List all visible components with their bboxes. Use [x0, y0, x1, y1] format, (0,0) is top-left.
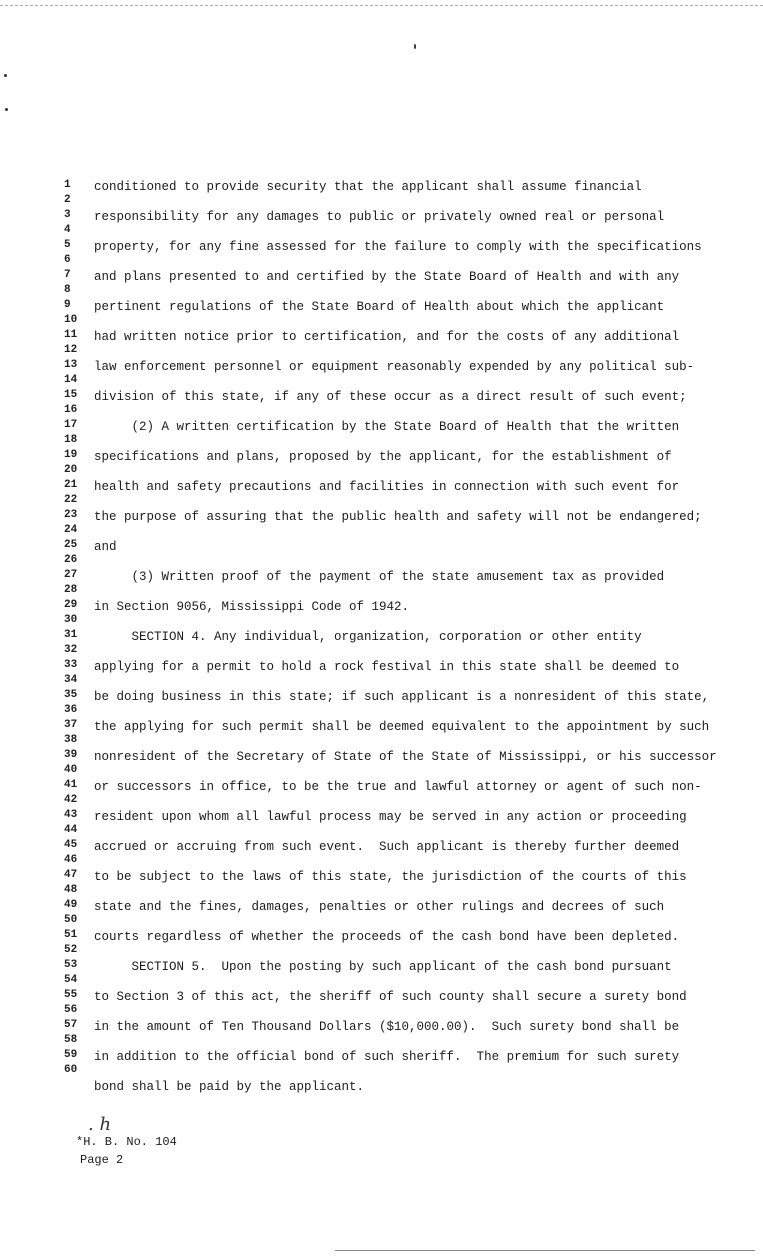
line-number: 1 [64, 179, 71, 191]
line-number: 14 [64, 374, 78, 386]
line-number: 2 [64, 194, 71, 206]
line-number: 37 [64, 719, 78, 731]
line-number: 22 [64, 494, 78, 506]
line-number: 21 [64, 479, 78, 491]
scan-speck [414, 44, 416, 49]
line-number: 17 [64, 419, 78, 431]
text-line: the purpose of assuring that the public health and safety will not be endangered; [94, 510, 702, 524]
text-line: SECTION 5. Upon the posting by such applicant of the cash bond pursuant [94, 960, 672, 974]
line-number: 57 [64, 1019, 78, 1031]
line-number: 46 [64, 854, 78, 866]
line-number-column [64, 178, 90, 1078]
text-line: be doing business in this state; if such applicant is a nonresident of this state, [94, 690, 710, 704]
line-number: 47 [64, 869, 78, 881]
text-line: in the amount of Ten Thousand Dollars ($10,000.00). Such surety bond shall be [94, 1020, 680, 1034]
text-line: division of this state, if any of these occur as a direct result of such event; [94, 390, 687, 404]
text-line: to be subject to the laws of this state, the jurisdiction of the courts of this [94, 870, 687, 884]
line-number: 51 [64, 929, 78, 941]
line-number: 7 [64, 269, 71, 281]
line-number: 49 [64, 899, 78, 911]
line-number: 31 [64, 629, 78, 641]
text-line: health and safety precautions and facilities in connection with such event for [94, 480, 680, 494]
text-line: in addition to the official bond of such sheriff. The premium for such surety [94, 1050, 680, 1064]
text-line: the applying for such permit shall be deemed equivalent to the appointment by such [94, 720, 710, 734]
scan-speck [4, 74, 7, 77]
text-line: or successors in office, to be the true and lawful attorney or agent of such non- [94, 780, 702, 794]
line-number: 43 [64, 809, 78, 821]
line-number: 6 [64, 254, 71, 266]
line-number: 8 [64, 284, 71, 296]
bill-text-body [94, 172, 734, 1102]
line-number: 18 [64, 434, 78, 446]
line-number: 24 [64, 524, 78, 536]
text-line: and plans presented to and certified by the State Board of Health and with any [94, 270, 680, 284]
line-number: 33 [64, 659, 78, 671]
handwritten-initials: . h [88, 1114, 112, 1135]
line-number: 27 [64, 569, 78, 581]
line-number: 20 [64, 464, 78, 476]
line-number: 38 [64, 734, 78, 746]
text-line: (2) A written certification by the State Board of Health that the written [94, 420, 680, 434]
line-number: 40 [64, 764, 78, 776]
text-line: specifications and plans, proposed by the applicant, for the establishment of [94, 450, 672, 464]
line-number: 12 [64, 344, 78, 356]
line-number: 58 [64, 1034, 78, 1046]
line-number: 60 [64, 1064, 78, 1076]
text-line: nonresident of the Secretary of State of the State of Mississippi, or his successor [94, 750, 717, 764]
line-number: 32 [64, 644, 78, 656]
line-number: 42 [64, 794, 78, 806]
line-number: 10 [64, 314, 78, 326]
line-number: 23 [64, 509, 78, 521]
line-number: 52 [64, 944, 78, 956]
line-number: 55 [64, 989, 78, 1001]
text-line: responsibility for any damages to public or privately owned real or personal [94, 210, 665, 224]
line-number: 34 [64, 674, 78, 686]
line-number: 3 [64, 209, 71, 221]
line-number: 35 [64, 689, 78, 701]
line-number: 41 [64, 779, 78, 791]
line-number: 30 [64, 614, 78, 626]
line-number: 44 [64, 824, 78, 836]
line-number: 56 [64, 1004, 78, 1016]
line-number: 28 [64, 584, 78, 596]
top-scan-edge [0, 5, 763, 6]
text-line: accrued or accruing from such event. Such applicant is thereby further deemed [94, 840, 680, 854]
line-number: 4 [64, 224, 71, 236]
text-line: state and the fines, damages, penalties or other rulings and decrees of such [94, 900, 665, 914]
line-number: 15 [64, 389, 78, 401]
text-line: conditioned to provide security that the applicant shall assume financial [94, 180, 642, 194]
line-number: 16 [64, 404, 78, 416]
line-number: 19 [64, 449, 78, 461]
line-number: 36 [64, 704, 78, 716]
text-line: law enforcement personnel or equipment reasonably expended by any political sub- [94, 360, 695, 374]
text-line: (3) Written proof of the payment of the state amusement tax as provided [94, 570, 665, 584]
text-line: property, for any fine assessed for the failure to comply with the specifications [94, 240, 702, 254]
text-line: applying for a permit to hold a rock festival in this state shall be deemed to [94, 660, 680, 674]
text-line: had written notice prior to certification, and for the costs of any additional [94, 330, 680, 344]
text-line: and [94, 540, 117, 554]
line-number: 25 [64, 539, 78, 551]
line-number: 39 [64, 749, 78, 761]
line-number: 45 [64, 839, 78, 851]
text-line: to Section 3 of this act, the sheriff of such county shall secure a surety bond [94, 990, 687, 1004]
bottom-scan-line [335, 1250, 755, 1251]
text-line: bond shall be paid by the applicant. [94, 1080, 365, 1094]
text-line: courts regardless of whether the proceeds of the cash bond have been depleted. [94, 930, 680, 944]
text-line: SECTION 4. Any individual, organization, corporation or other entity [94, 630, 642, 644]
bill-number: *H. B. No. 104 [76, 1135, 177, 1149]
line-number: 13 [64, 359, 78, 371]
page-label: Page 2 [80, 1153, 124, 1167]
text-line: resident upon whom all lawful process may be served in any action or proceeding [94, 810, 687, 824]
line-number: 9 [64, 299, 71, 311]
line-number: 59 [64, 1049, 78, 1061]
scan-speck [5, 108, 8, 111]
line-number: 50 [64, 914, 78, 926]
text-line: pertinent regulations of the State Board of Health about which the applicant [94, 300, 665, 314]
line-number: 48 [64, 884, 78, 896]
text-line: in Section 9056, Mississippi Code of 1942. [94, 600, 410, 614]
line-number: 29 [64, 599, 78, 611]
line-number: 5 [64, 239, 71, 251]
line-number: 26 [64, 554, 78, 566]
line-number: 54 [64, 974, 78, 986]
line-number: 53 [64, 959, 78, 971]
line-number: 11 [64, 329, 78, 341]
